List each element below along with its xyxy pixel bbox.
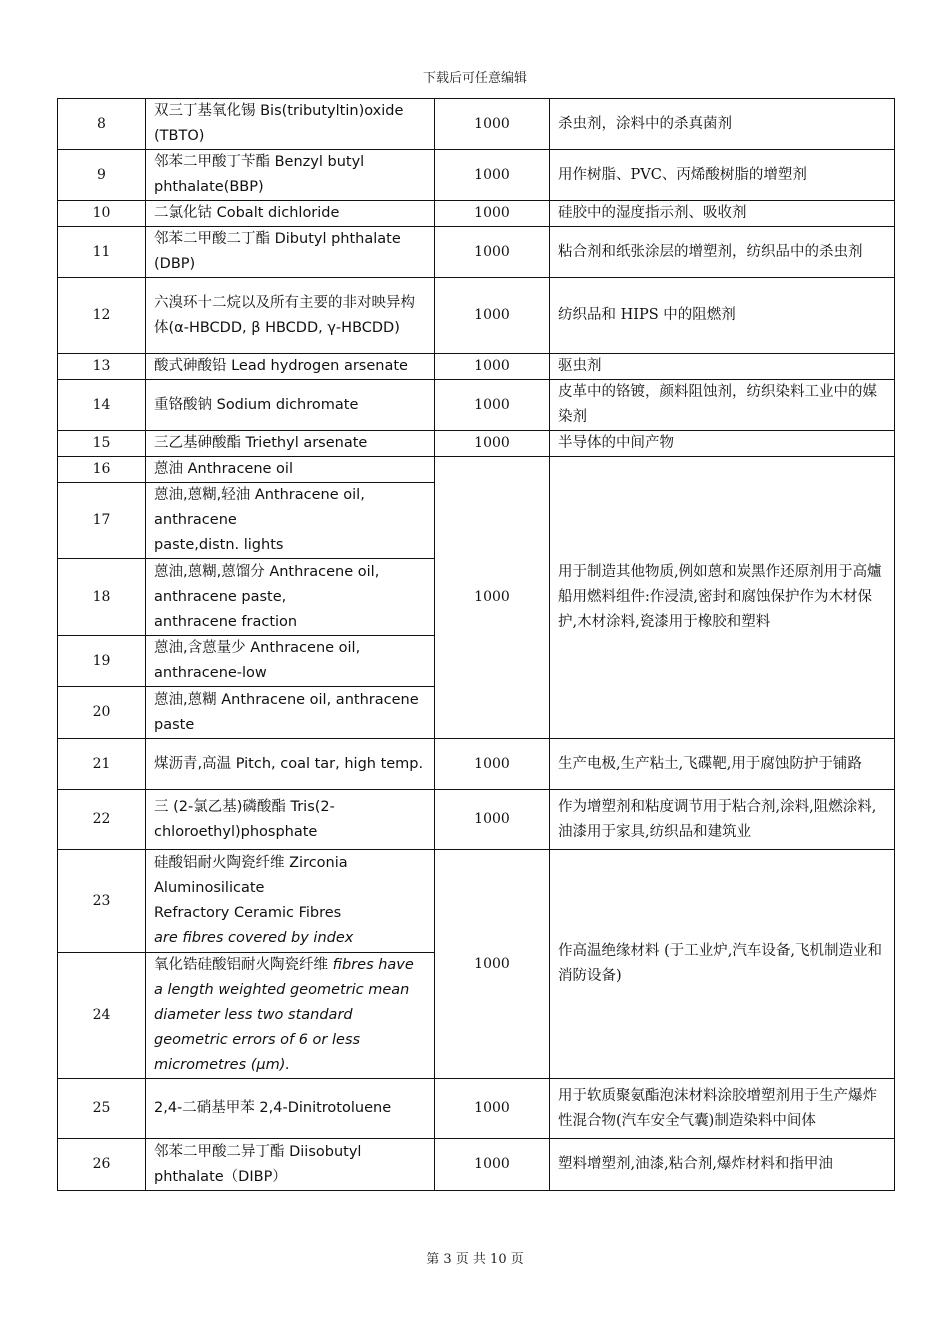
- table-row: [58, 201, 895, 227]
- row-number: 24: [58, 953, 146, 1079]
- substance-use: 皮革中的铬镀，颜料阻蚀剂，纺织染料工业中的媒染剂: [550, 380, 895, 431]
- substance-name: 酸式砷酸铅 Lead hydrogen arsenate: [146, 354, 435, 380]
- substance-name: [146, 850, 435, 953]
- substance-name: [146, 953, 435, 1079]
- table-row: [58, 739, 895, 790]
- name-line: 硅酸铝耐火陶瓷纤维 Zirconia Aluminosilicate: [154, 855, 348, 896]
- row-number: 15: [58, 431, 146, 457]
- limit-value: 1000: [435, 457, 550, 739]
- limit-value: 1000: [435, 739, 550, 790]
- substance-use: 杀虫剂，涂料中的杀真菌剂: [550, 99, 895, 150]
- page-footer: 第 3 页 共 10 页: [426, 1252, 524, 1267]
- limit-value: 1000: [435, 278, 550, 354]
- limit-value: 1000: [435, 201, 550, 227]
- substance-name: 邻苯二甲酸二丁酯 Dibutyl phthalate (DBP): [146, 227, 435, 278]
- substance-name: 三乙基砷酸酯 Triethyl arsenate: [146, 431, 435, 457]
- row-number: 26: [58, 1139, 146, 1191]
- limit-value: 1000: [435, 354, 550, 380]
- name-line: 蒽油,蒽糊,蒽馏分 Anthracene oil, anthracene paste,: [154, 563, 380, 605]
- name-line-italic: are fibres covered by index: [154, 930, 354, 946]
- row-number: 22: [58, 790, 146, 850]
- substance-name: 2,4-二硝基甲苯 2,4-Dinitrotoluene: [146, 1079, 435, 1139]
- row-number: 19: [58, 636, 146, 687]
- row-number: 17: [58, 483, 146, 559]
- table-row: [58, 457, 895, 483]
- row-number: 10: [58, 201, 146, 227]
- substance-use: 硅胶中的湿度指示剂、吸收剂: [550, 201, 895, 227]
- row-number: 13: [58, 354, 146, 380]
- row-number: 8: [58, 99, 146, 150]
- substance-name: 重铬酸钠 Sodium dichromate: [146, 380, 435, 431]
- substance-table: [57, 98, 895, 1191]
- name-italic: fibres have a length weighted geometric mean diameter less two standard geometric errors of 6 or less micrometres (μm).: [154, 957, 414, 1073]
- substance-name: 六溴环十二烷以及所有主要的非对映异构体(α-HBCDD, β HBCDD, γ-HBCDD): [146, 278, 435, 354]
- substance-use: 生产电极,生产粘土,飞碟靶,用于腐蚀防护于铺路: [550, 739, 895, 790]
- substance-name: 二氯化钴 Cobalt dichloride: [146, 201, 435, 227]
- table-row: [58, 850, 895, 953]
- substance-name: [146, 559, 435, 636]
- limit-value: 1000: [435, 1139, 550, 1191]
- limit-value: 1000: [435, 150, 550, 201]
- row-number: 25: [58, 1079, 146, 1139]
- substance-use: 驱虫剂: [550, 354, 895, 380]
- substance-name: 双三丁基氧化锡 Bis(tributyltin)oxide (TBTO): [146, 99, 435, 150]
- substance-use: 用作树脂、PVC、丙烯酸树脂的增塑剂: [550, 150, 895, 201]
- substance-use: 作高温绝缘材料 (于工业炉,汽车设备,飞机制造业和消防设备): [550, 850, 895, 1079]
- table-row: [58, 1139, 895, 1191]
- name-line: 蒽油,蒽糊,轻油 Anthracene oil, anthracene: [154, 487, 365, 528]
- row-number: 20: [58, 687, 146, 739]
- row-number: 12: [58, 278, 146, 354]
- table-row: [58, 354, 895, 380]
- row-number: 14: [58, 380, 146, 431]
- table-row: [58, 1079, 895, 1139]
- substance-name: 三 (2-氯乙基)磷酸酯 Tris(2-chloroethyl)phosphate: [146, 790, 435, 850]
- row-number: 23: [58, 850, 146, 953]
- row-number: 18: [58, 559, 146, 636]
- limit-value: 1000: [435, 431, 550, 457]
- table-row: [58, 227, 895, 278]
- substance-use: 粘合剂和纸张涂层的增塑剂，纺织品中的杀虫剂: [550, 227, 895, 278]
- substance-use: 用于软质聚氨酯泡沫材料涂胶增塑剂用于生产爆炸性混合物(汽车安全气囊)制造染料中间体: [550, 1079, 895, 1139]
- name-line: paste,distn. lights: [154, 537, 284, 553]
- limit-value: 1000: [435, 227, 550, 278]
- row-number: 21: [58, 739, 146, 790]
- substance-use: 作为增塑剂和粘度调节用于粘合剂,涂料,阻燃涂料,油漆用于家具,纺织品和建筑业: [550, 790, 895, 850]
- table-row: [58, 380, 895, 431]
- substance-name: 煤沥青,高温 Pitch, coal tar, high temp.: [146, 739, 435, 790]
- table-row: [58, 278, 895, 354]
- substance-name: [146, 483, 435, 559]
- name-text: 氧化锆硅酸铝耐火陶瓷纤维: [154, 957, 328, 973]
- substance-name: 蒽油,含蒽量少 Anthracene oil, anthracene-low: [146, 636, 435, 687]
- substance-use: 纺织品和 HIPS 中的阻燃剂: [550, 278, 895, 354]
- row-number: 16: [58, 457, 146, 483]
- name-line: Refractory Ceramic Fibres: [154, 905, 342, 921]
- substance-name: 蒽油 Anthracene oil: [146, 457, 435, 483]
- name-line: anthracene fraction: [154, 613, 298, 630]
- table-row: [58, 790, 895, 850]
- table-row: [58, 99, 895, 150]
- limit-value: 1000: [435, 380, 550, 431]
- row-number: 11: [58, 227, 146, 278]
- substance-name: 邻苯二甲酸丁苄酯 Benzyl butyl phthalate(BBP): [146, 150, 435, 201]
- substance-use: 用于制造其他物质,例如蒽和炭黑作还原剂用于高爐船用燃料组件:作浸渍,密封和腐蚀保护作为木材保护,木材涂料,瓷漆用于橡胶和塑料: [550, 457, 895, 739]
- limit-value: 1000: [435, 790, 550, 850]
- page-header: 下载后可任意编辑: [422, 71, 527, 86]
- limit-value: 1000: [435, 1079, 550, 1139]
- table-row: [58, 431, 895, 457]
- row-number: 9: [58, 150, 146, 201]
- substance-use: 半导体的中间产物: [550, 431, 895, 457]
- substance-name: 蒽油,蒽糊 Anthracene oil, anthracene paste: [146, 687, 435, 739]
- limit-value: 1000: [435, 99, 550, 150]
- table-row: [58, 150, 895, 201]
- limit-value: 1000: [435, 850, 550, 1079]
- substance-use: 塑料增塑剂,油漆,粘合剂,爆炸材料和指甲油: [550, 1139, 895, 1191]
- substance-name: 邻苯二甲酸二异丁酯 Diisobutyl phthalate（DIBP）: [146, 1139, 435, 1191]
